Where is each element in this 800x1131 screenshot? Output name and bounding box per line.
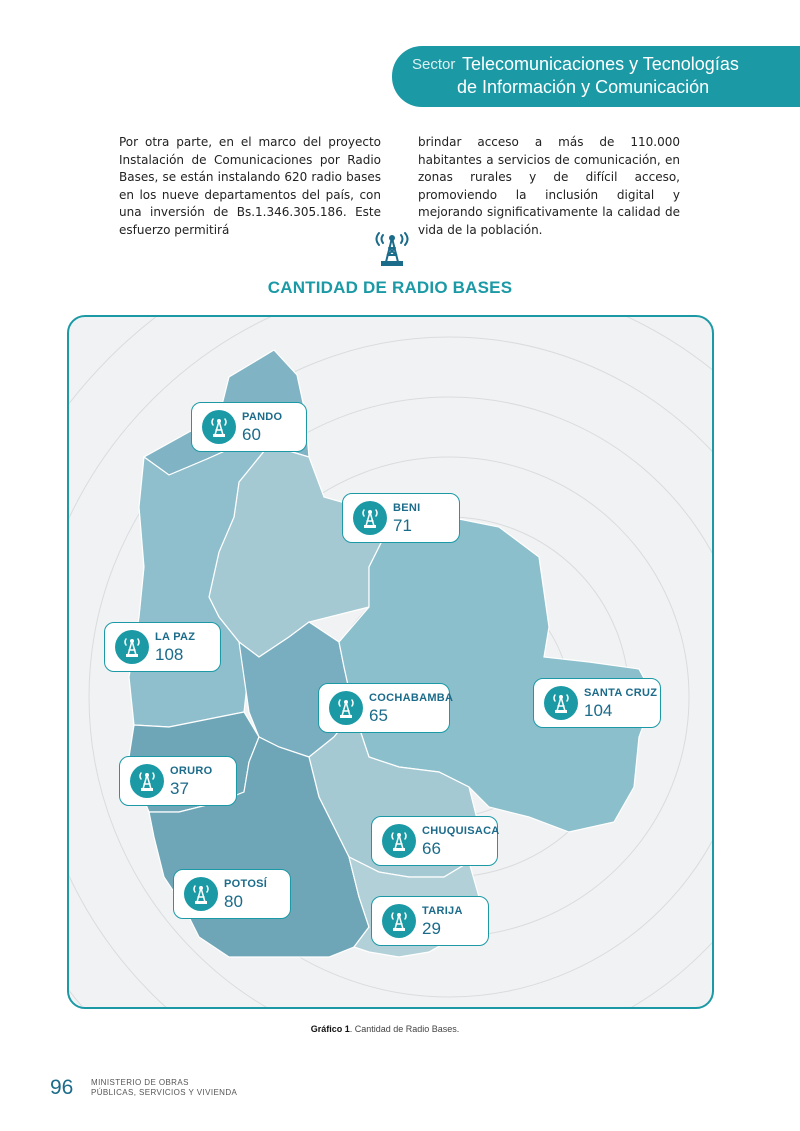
radio-tower-icon (382, 824, 416, 858)
footer-organization (91, 1078, 237, 1098)
label-card-oruro (119, 756, 237, 806)
label-card-santa-cruz (533, 678, 661, 728)
sector-title-line1: Telecomunicaciones y Tecnologías (462, 54, 739, 74)
footer-org-line1: MINISTERIO DE OBRAS (91, 1078, 189, 1087)
radio-tower-icon (382, 904, 416, 938)
sector-label: Sector (412, 56, 456, 73)
dept-name: CHUQUISACA (422, 825, 500, 837)
caption-text: . Cantidad de Radio Bases. (349, 1024, 460, 1034)
label-card-la-paz (104, 622, 221, 672)
page-number: 96 (50, 1076, 74, 1099)
dept-value: 104 (584, 701, 613, 720)
radio-tower-icon (353, 501, 387, 535)
label-card-beni (342, 493, 460, 543)
footer-org-line2: PÚBLICAS, SERVICIOS Y VIVIENDA (91, 1088, 238, 1097)
label-card-pando (191, 402, 307, 452)
label-card-potosi (173, 869, 291, 919)
label-card-tarija (371, 896, 489, 946)
dept-value: 108 (155, 645, 184, 664)
body-text-left: Por otra parte, en el marco del proyecto Instalación de Comunicaciones por Radio Bases, se están instalando 620 radio bases en los nueve departamentos del país, con una inversión de Bs.1.346.305.186. Este esfuerzo permitirá (119, 135, 381, 237)
label-card-chuquisaca (371, 816, 498, 866)
caption-label: Gráfico 1 (310, 1024, 350, 1034)
dept-value: 37 (170, 779, 189, 798)
radio-tower-icon (130, 764, 164, 798)
figure-caption (0, 1024, 770, 1034)
dept-name: PANDO (242, 411, 283, 423)
radio-tower-icon (544, 686, 578, 720)
radio-tower-icon (374, 230, 410, 268)
dept-name: LA PAZ (155, 631, 196, 643)
dept-value: 80 (224, 892, 243, 911)
radio-tower-icon (115, 630, 149, 664)
radio-tower-icon (184, 877, 218, 911)
dept-value: 29 (422, 919, 441, 938)
sector-title-line2: de Información y Comunicación (457, 77, 710, 97)
section-header (392, 46, 800, 107)
dept-name: ORURO (170, 765, 213, 777)
dept-value: 60 (242, 425, 261, 444)
label-card-cochabamba (318, 683, 454, 733)
dept-name: SANTA CRUZ (584, 687, 658, 699)
body-text-right: brindar acceso a más de 110.000 habitantes a servicios de comunicación, en zonas rurales y de difícil acceso, promoviendo la inclusión digital y mejorando significativamente la calidad de vida de la población. (418, 135, 680, 237)
dept-name: COCHABAMBA (369, 692, 454, 704)
radio-tower-icon (329, 691, 363, 725)
dept-value: 66 (422, 839, 441, 858)
chart-title: CANTIDAD DE RADIO BASES (267, 278, 513, 297)
dept-name: TARIJA (422, 905, 463, 917)
dept-name: POTOSÍ (224, 878, 268, 890)
radio-tower-icon (202, 410, 236, 444)
dept-value: 71 (393, 516, 412, 535)
dept-value: 65 (369, 706, 388, 725)
dept-name: BENI (393, 502, 421, 514)
